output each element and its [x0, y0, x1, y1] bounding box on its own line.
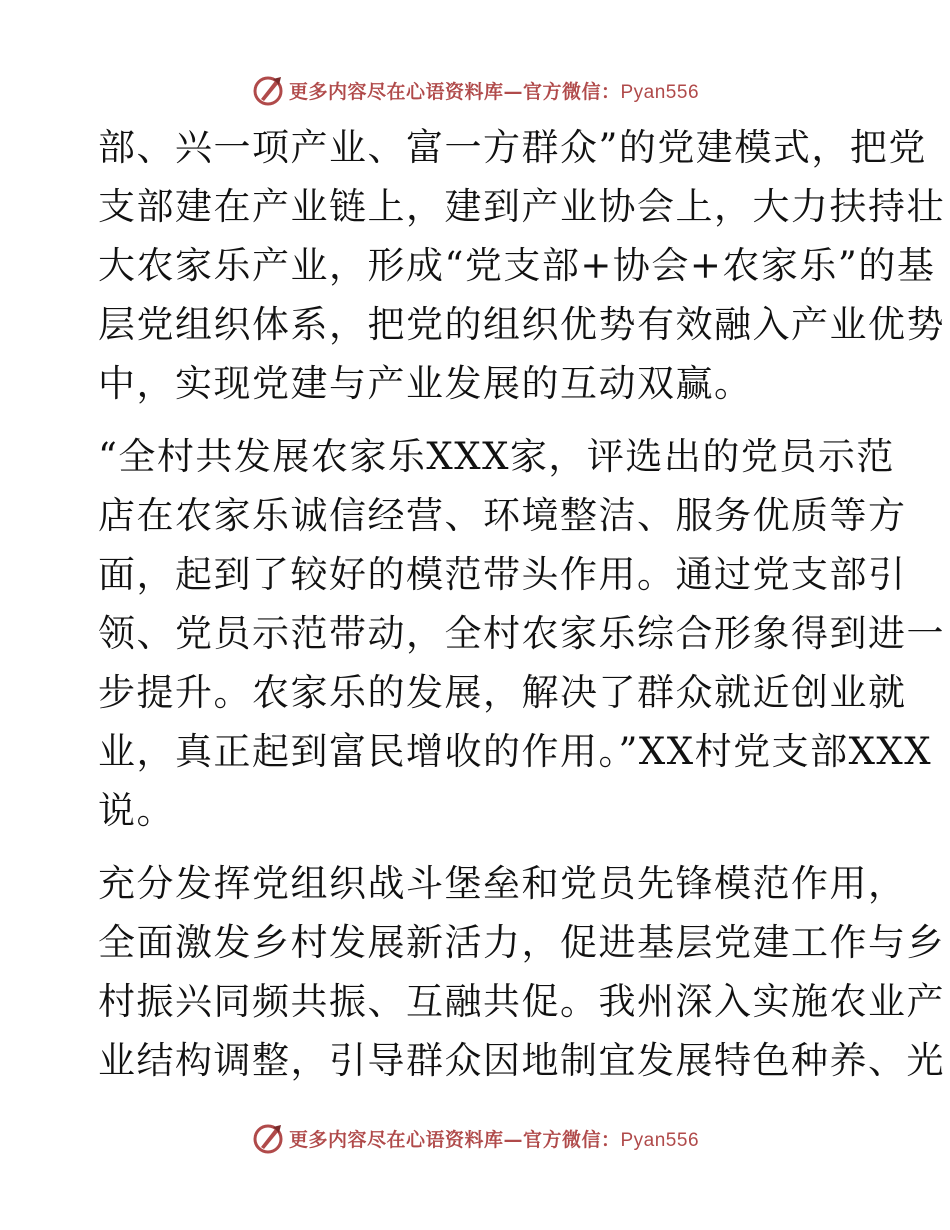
- text-line: 层党组织体系，把党的组织优势有效融入产业优势: [98, 303, 945, 346]
- text-line: “全村共发展农家乐XXX家，评选出的党员示范: [98, 435, 895, 478]
- text-line: 支部建在产业链上，建到产业协会上，大力扶持壮: [98, 185, 945, 228]
- text-line: 领、党员示范带动，全村农家乐综合形象得到进一: [98, 612, 945, 655]
- text-line: 面，起到了较好的模范带头作用。通过党支部引: [98, 553, 907, 596]
- text-line: 充分发挥党组织战斗堡垒和党员先锋模范作用，: [98, 862, 907, 905]
- text-line: 步提升。农家乐的发展，解决了群众就近创业就: [98, 671, 907, 714]
- text-line: 大农家乐产业，形成“党支部+协会+农家乐”的基: [98, 244, 936, 287]
- header-watermark: [0, 70, 950, 110]
- paragraph-3: [98, 854, 945, 1090]
- text-line: 业结构调整，引导群众因地制宜发展特色种养、光: [98, 1039, 945, 1082]
- text-line: 村振兴同频共振、互融共促。我州深入实施农业产: [98, 980, 945, 1023]
- text-line: 全面激发乡村发展新活力，促进基层党建工作与乡: [98, 921, 945, 964]
- text-line: 中，实现党建与产业发展的互动双赢。: [98, 362, 753, 405]
- watermark-id: Pyan556: [620, 1129, 700, 1151]
- watermark-text: 更多内容尽在心语资料库—官方微信：Pyan556: [288, 1128, 700, 1151]
- text-line: 部、兴一项产业、富一方群众”的党建模式，把党: [98, 126, 927, 169]
- footer-watermark: [0, 1118, 950, 1158]
- text-line: 说。: [98, 789, 175, 832]
- document-body: [98, 118, 945, 1090]
- text-line: 店在农家乐诚信经营、环境整洁、服务优质等方: [98, 494, 907, 537]
- watermark-text: 更多内容尽在心语资料库—官方微信：Pyan556: [288, 80, 700, 103]
- paragraph-1: [98, 118, 945, 413]
- quill-logo-icon: [251, 1121, 285, 1155]
- watermark-id: Pyan556: [620, 81, 700, 103]
- paragraph-2: [98, 427, 945, 840]
- quill-logo-icon: [251, 73, 285, 107]
- text-line: 业，真正起到富民增收的作用。”XX村党支部XXX: [98, 730, 933, 773]
